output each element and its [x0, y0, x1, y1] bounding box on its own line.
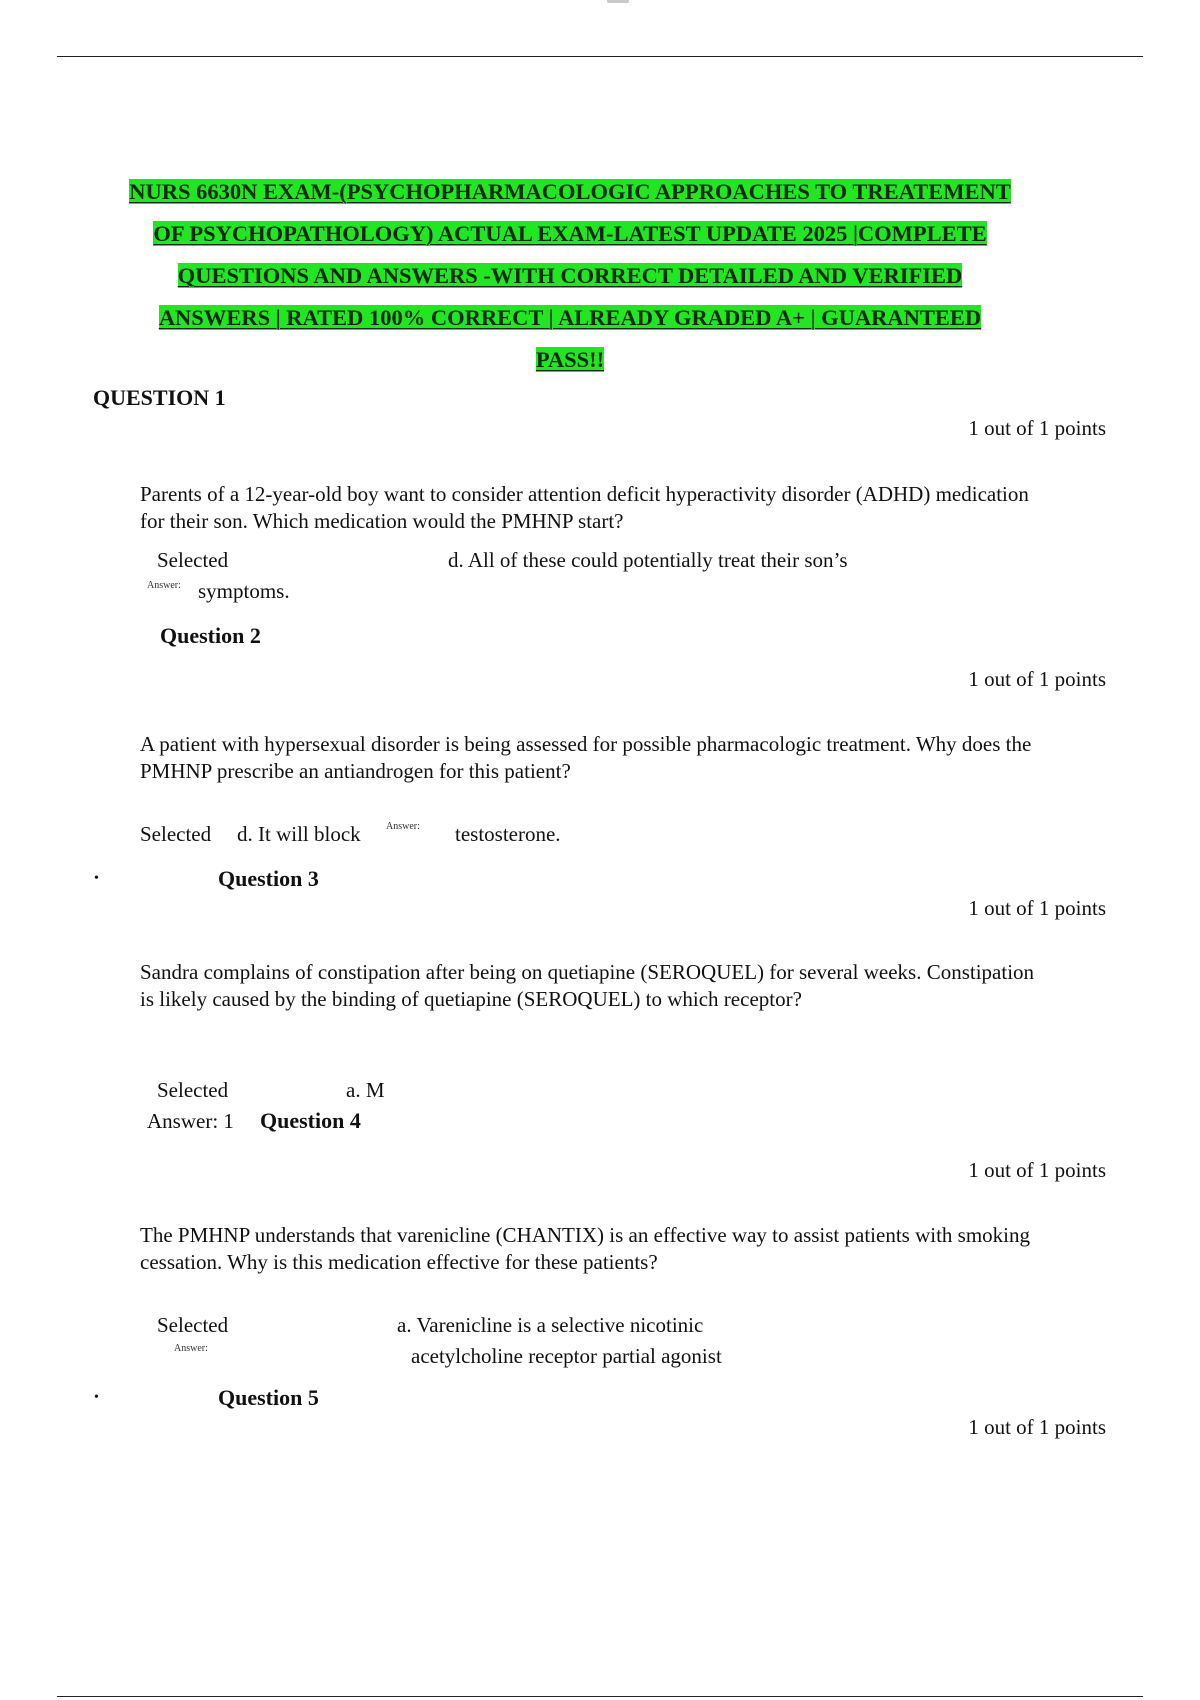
question-4-answer-line-2: acetylcholine receptor partial agonist [411, 1344, 722, 1368]
question-2-selected-label: Selected [140, 822, 212, 846]
document-title [60, 171, 1080, 381]
question-3-heading: Question 3 [218, 866, 319, 891]
title-line-2: OF PSYCHOPATHOLOGY) ACTUAL EXAM-LATEST UPDATE 2025 |COMPLETE [153, 221, 987, 246]
question-4-heading: Question 4 [260, 1108, 361, 1133]
question-4-points: 1 out of 1 points [968, 1158, 1106, 1182]
question-1-answer-line-1: d. All of these could potentially treat their son’s [448, 548, 848, 572]
question-1-selected-label: Selected [157, 548, 229, 572]
question-3-selected-label: Selected [157, 1078, 229, 1102]
question-2-points: 1 out of 1 points [968, 667, 1106, 691]
question-1-answer-label: Answer: [147, 580, 181, 591]
question-1-heading: QUESTION 1 [93, 385, 226, 410]
question-2-answer-end: testosterone. [455, 822, 561, 846]
title-line-1: NURS 6630N EXAM-(PSYCHOPHARMACOLOGIC APPROACHES TO TREATEMENT [129, 179, 1011, 204]
title-line-4: ANSWERS | RATED 100% CORRECT | ALREADY GRADED A+ | GUARANTEED [158, 305, 982, 330]
question-3-answer-label: Answer: 1 [147, 1109, 234, 1133]
page-top-marker [607, 0, 629, 3]
question-2-heading: Question 2 [160, 623, 261, 648]
question-2-answer-label: Answer: [386, 821, 420, 832]
question-1-text: Parents of a 12-year-old boy want to consider attention deficit hyperactivity disorder (ADHD) medication for their son. Which medication would the PMHNP start? [140, 482, 1029, 533]
footer-rule [57, 1696, 1143, 1697]
question-2-text: A patient with hypersexual disorder is being assessed for possible pharmacologic treatment. Why does the PMHNP prescribe an antiandrogen for this patient? [140, 732, 1032, 783]
question-1-points: 1 out of 1 points [968, 416, 1106, 440]
question-3-bullet: • [94, 871, 99, 886]
header-rule [57, 56, 1143, 57]
question-4-selected-label: Selected [157, 1313, 229, 1337]
question-5-points: 1 out of 1 points [968, 1415, 1106, 1439]
question-4-answer-line-1: a. Varenicline is a selective nicotinic [397, 1313, 704, 1337]
question-3-points: 1 out of 1 points [968, 896, 1106, 920]
question-2-answer-start: d. It will block [237, 822, 361, 846]
question-5-bullet: • [94, 1390, 99, 1405]
question-1-answer-line-2: symptoms. [198, 579, 290, 603]
title-line-3: QUESTIONS AND ANSWERS -WITH CORRECT DETAILED AND VERIFIED [177, 263, 963, 288]
question-5-heading: Question 5 [218, 1385, 319, 1410]
question-4-text: The PMHNP understands that varenicline (CHANTIX) is an effective way to assist patients with smoking cessation. Why is this medication effective for these patients? [140, 1223, 1030, 1274]
title-line-5: PASS!! [535, 347, 605, 372]
question-4-answer-label: Answer: [174, 1343, 208, 1354]
question-3-answer-value: a. M [346, 1078, 385, 1102]
question-3-text: Sandra complains of constipation after being on quetiapine (SEROQUEL) for several weeks. Constipation is likely caused by the binding of quetiapine (SEROQUEL) to which receptor? [140, 960, 1035, 1011]
